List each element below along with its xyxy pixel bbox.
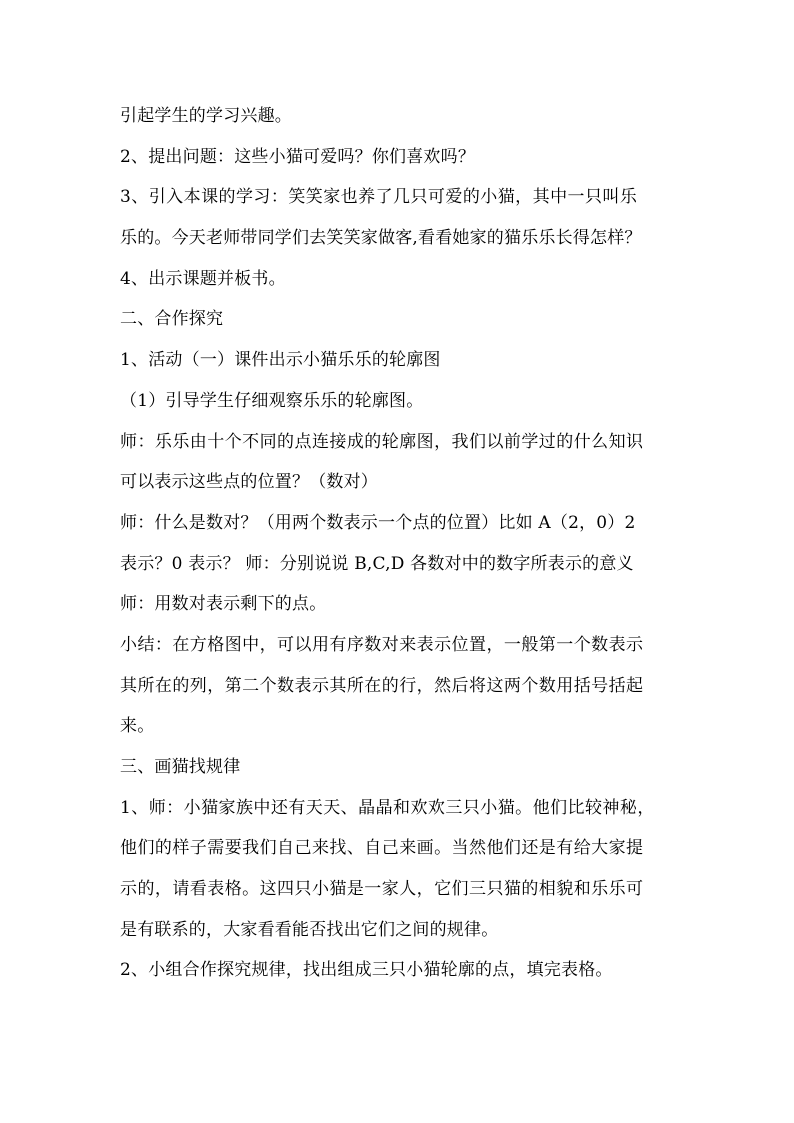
body-line: 3、引入本课的学习：笑笑家也养了几只可爱的小猫，其中一只叫乐 — [120, 187, 638, 208]
body-line: 示的，请看表格。这四只小猫是一家人，它们三只猫的相貌和乐乐可 — [120, 879, 644, 900]
body-line: 2、提出问题：这些小猫可爱吗？你们喜欢吗？ — [120, 146, 476, 167]
body-line: 其所在的列，第二个数表示其所在的行，然后将这两个数用括号括起 — [120, 675, 644, 696]
document-body — [120, 96, 680, 991]
body-line: 小结：在方格图中，可以用有序数对来表示位置，一般第一个数表示 — [120, 634, 644, 655]
body-line: 师：什么是数对？（用两个数表示一个点的位置）比如 A（2，0）2 — [120, 512, 636, 533]
body-line: 师：乐乐由十个不同的点连接成的轮廓图，我们以前学过的什么知识 — [120, 431, 644, 452]
section-heading: 三、画猫找规律 — [120, 757, 241, 777]
body-line: 2、小组合作探究规律，找出组成三只小猫轮廓的点，填完表格。 — [120, 960, 613, 981]
body-line: 来。 — [120, 716, 155, 737]
body-line: 是有联系的，大家看看能否找出它们之间的规律。 — [120, 919, 499, 940]
body-line: 师：用数对表示剩下的点。 — [120, 594, 327, 615]
body-line: 可以表示这些点的位置？（数对） — [120, 472, 378, 493]
body-line: 他们的样子需要我们自己来找、自己来画。当然他们还是有给大家提 — [120, 838, 644, 859]
body-line: 引起学生的学习兴趣。 — [120, 106, 292, 126]
body-line: 表示？0 表示？ 师：分别说说 B,C,D 各数对中的数字所表示的意义 — [120, 553, 634, 574]
body-line: （1）引导学生仔细观察乐乐的轮廓图。 — [120, 390, 424, 411]
section-heading: 二、合作探究 — [120, 309, 224, 330]
body-line: 乐的。今天老师带同学们去笑笑家做客,看看她家的猫乐乐长得怎样？ — [120, 228, 642, 249]
body-line: 4、出示课题并板书。 — [120, 268, 286, 289]
body-line: 1、活动（一）课件出示小猫乐乐的轮廓图 — [120, 350, 441, 371]
body-line: 1、师：小猫家族中还有天天、晶晶和欢欢三只小猫。他们比较神秘， — [120, 797, 655, 818]
